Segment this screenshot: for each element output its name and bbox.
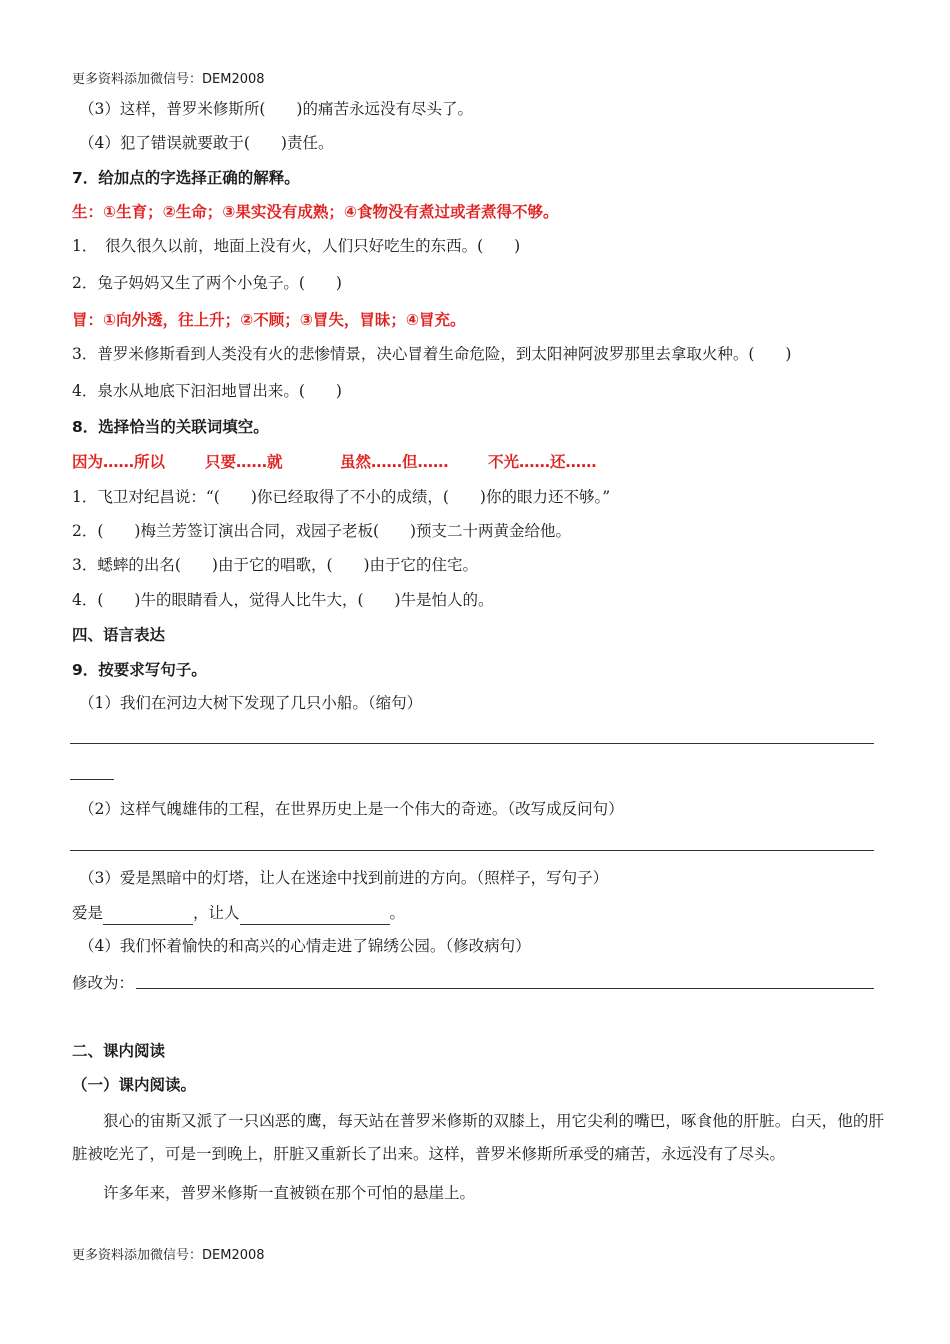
q7-item-4: 4．泉水从地底下汩汩地冒出来。( ) [72, 382, 342, 400]
q7-mao-definitions: 冒：①向外透，往上升；②不顾；③冒失，冒昧；④冒充。 [72, 311, 466, 329]
q8-option-1: 因为……所以 [72, 453, 166, 471]
q9-item-3: （3）爱是黑暗中的灯塔，让人在迷途中找到前进的方向。（照样子，写句子） [79, 869, 609, 887]
q6-item-4: （4）犯了错误就要敢于( )责任。 [79, 134, 334, 152]
reading-paragraph-2: 许多年来，普罗米修斯一直被锁在那个可怕的悬崖上。 [103, 1184, 476, 1202]
q8-item-3: 3．蟋蟀的出名( )由于它的唱歌，( )由于它的住宅。 [72, 556, 479, 574]
q9-item-3-template [72, 902, 405, 925]
q7-item-1: 1． 很久很久以前，地面上没有火，人们只好吃生的东西。( ) [72, 237, 521, 255]
q9-item-4-label: 修改为： [72, 974, 135, 992]
q9-item-1: （1）我们在河边大树下发现了几只小船。（缩句） [79, 694, 423, 712]
page-header: 更多资料添加微信号：DEM2008 [72, 72, 265, 87]
q9-item-3-end: 。 [389, 904, 406, 922]
reading-section-title: 二、课内阅读 [72, 1042, 166, 1060]
reading-paragraph-1: 狠心的宙斯又派了一只凶恶的鹰，每天站在普罗米修斯的双膝上，用它尖利的嘴巴，啄食他的肝脏。白天，他的肝脏被吃光了，可是一到晚上，肝脏又重新长了出来。这样，普罗米修斯所承受的痛苦，永远没有了尽头。 [72, 1112, 884, 1163]
q9-answer-line-1[interactable] [70, 743, 874, 744]
q8-item-2: 2．( )梅兰芳签订演出合同，戏园子老板( )预支二十两黄金给他。 [72, 522, 572, 540]
q8-title: 8．选择恰当的关联词填空。 [72, 418, 269, 436]
reading-subtitle: （一）课内阅读。 [72, 1076, 197, 1094]
q9-title: 9．按要求写句子。 [72, 661, 207, 679]
q7-title: 7．给加点的字选择正确的解释。 [72, 169, 300, 187]
q9-answer-line-2[interactable] [70, 850, 874, 851]
q8-item-1: 1．飞卫对纪昌说：“( )你已经取得了不小的成绩，( )你的眼力还不够。” [72, 488, 611, 506]
section-4-title: 四、语言表达 [72, 626, 166, 644]
q9-answer-line-4[interactable] [136, 988, 874, 989]
q8-item-4: 4．( )牛的眼睛看人，觉得人比牛大，( )牛是怕人的。 [72, 591, 494, 609]
q9-item-3-middle: ，让人 [193, 904, 240, 922]
q9-item-3-prefix: 爱是 [72, 904, 104, 922]
q9-answer-line-1-short[interactable] [70, 779, 114, 780]
q7-item-2: 2．兔子妈妈又生了两个小兔子。( ) [72, 274, 342, 292]
q9-blank-1[interactable] [103, 902, 193, 925]
q9-blank-2[interactable] [240, 902, 390, 925]
page-footer: 更多资料添加微信号：DEM2008 [72, 1248, 265, 1263]
q7-sheng-definitions: 生：①生育；②生命；③果实没有成熟；④食物没有煮过或者煮得不够。 [72, 203, 559, 221]
q6-item-3: （3）这样，普罗米修斯所( )的痛苦永远没有尽头了。 [79, 100, 473, 118]
q8-option-3: 虽然……但…… [340, 453, 449, 471]
q9-item-4: （4）我们怀着愉快的和高兴的心情走进了锦绣公园。（修改病句） [79, 937, 531, 955]
q7-item-3: 3．普罗米修斯看到人类没有火的悲惨情景，决心冒着生命危险，到太阳神阿波罗那里去拿取火种。( ) [72, 345, 792, 363]
q9-item-2: （2）这样气魄雄伟的工程，在世界历史上是一个伟大的奇迹。（改写成反问句） [79, 800, 624, 818]
q8-option-4: 不光……还…… [488, 453, 597, 471]
q8-option-2: 只要……就 [205, 453, 283, 471]
